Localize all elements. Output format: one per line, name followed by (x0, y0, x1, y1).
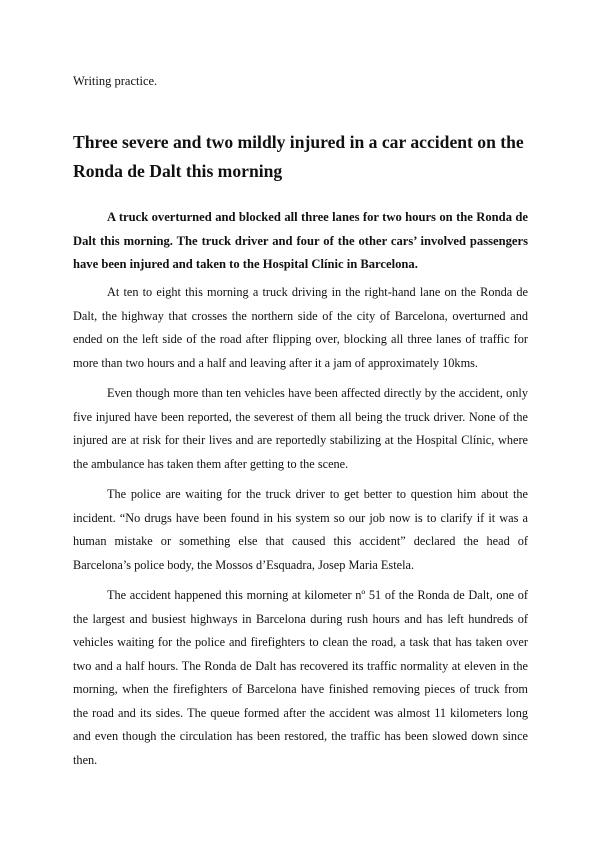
article-body (73, 281, 528, 779)
body-paragraph: The police are waiting for the truck driver to get better to question him about the incident. “No drugs have been found in his system so our job now is to clarify if it was a human mistake or something else that caused this accident” declared the head of Barcelona’s police body, the Mossos d’Esquadra, Josep Maria Estela. (73, 487, 528, 572)
body-paragraph: At ten to eight this morning a truck driving in the right-hand lane on the Ronda de Dalt, the highway that crosses the northern side of the city of Barcelona, overturned and ended on the left side of the road after flipping over, blocking all three lanes of traffic for more than two hours and a half and leaving after it a jam of approximately 10kms. (73, 285, 528, 370)
article-headline: Three severe and two mildly injured in a car accident on the Ronda de Dalt this morning (73, 132, 524, 181)
practice-note: Writing practice. (73, 74, 158, 88)
body-paragraph: The accident happened this morning at kilometer nº 51 of the Ronda de Dalt, one of the largest and busiest highways in Barcelona during rush hours and has left hundreds of vehicles waiting for the police and firefighters to clean the road, a task that has taken over two and a half hours. The Ronda de Dalt has recovered its traffic normality at eleven in the morning, when the firefighters of Barcelona have finished removing pieces of truck from the road and its sides. The queue formed after the accident was almost 11 kilometers long and even though the circulation has been restored, the traffic has been slowed down since then. (73, 588, 528, 767)
body-paragraph: Even though more than ten vehicles have been affected directly by the accident, only five injured have been reported, the severest of them all being the truck driver. None of the injured are at risk for their lives and are reportedly stabilizing at the Hospital Clínic, where the ambulance has taken them after getting to the scene. (73, 386, 528, 471)
article-lead: A truck overturned and blocked all three lanes for two hours on the Ronda de Dalt this morning. The truck driver and four of the other cars’ involved passengers have been injured and taken to the Hospital Clínic in Barcelona. (73, 210, 528, 271)
